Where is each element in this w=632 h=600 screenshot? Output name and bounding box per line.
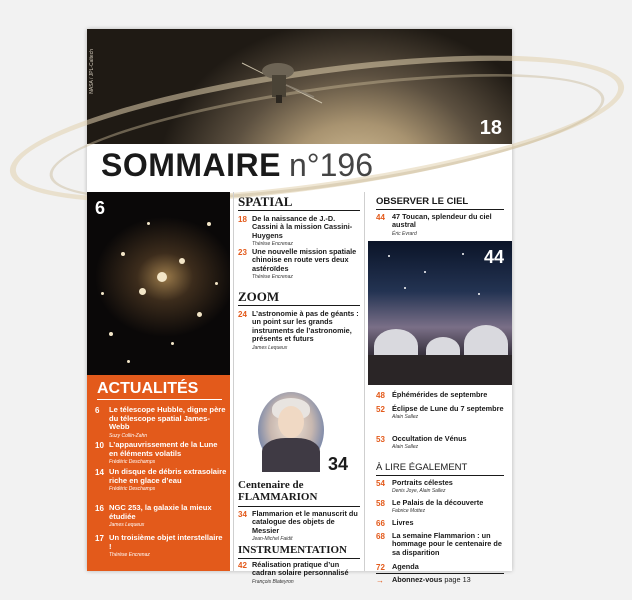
- section-divider: [376, 475, 504, 476]
- toc-entry[interactable]: [376, 391, 504, 399]
- instrumentation-heading: INSTRUMENTATION: [238, 544, 347, 556]
- toc-entry-page: 34: [238, 510, 247, 519]
- star: [207, 222, 211, 226]
- star: [424, 271, 426, 273]
- flammarion-portrait: [258, 392, 324, 468]
- toc-entry-author: Éric Evrard: [392, 230, 417, 237]
- toc-entry-page: 14: [95, 468, 104, 477]
- issue-number: n°196: [289, 147, 373, 183]
- toc-entry[interactable]: [95, 406, 227, 439]
- toc-entry-title: 47 Toucan, splendeur du ciel austral: [392, 212, 492, 230]
- toc-entry-page: 48: [376, 391, 385, 400]
- middle-column: [238, 192, 360, 585]
- toc-entry-title: Occultation de Vénus: [392, 434, 467, 443]
- toc-entry-page: 6: [95, 406, 100, 415]
- toc-entry[interactable]: [95, 441, 227, 465]
- star: [101, 292, 104, 295]
- star: [388, 255, 390, 257]
- section-divider: [238, 305, 360, 306]
- toc-entry-title: La semaine Flammarion : un hommage pour le centenaire de sa disparition: [392, 531, 502, 557]
- toc-entry-author: François Blateyron: [252, 578, 294, 585]
- flammarion-page-number: 34: [328, 454, 349, 474]
- toc-entry-page: 54: [376, 479, 385, 488]
- toc-entry-author: Frédéric Deschamps: [109, 486, 156, 492]
- toc-entry-title: L’appauvrissement de la Lune en éléments volatils: [109, 440, 218, 458]
- observer-image-page-number: 44: [483, 247, 504, 267]
- toc-entry-title: Le Palais de la découverte: [392, 498, 484, 507]
- observer-heading: OBSERVER LE CIEL: [376, 196, 469, 207]
- star: [127, 360, 130, 363]
- right-column: [368, 192, 506, 585]
- page-title: [101, 147, 373, 184]
- toc-entry-title: Réalisation pratique d’un cadran solaire personnalisé: [252, 560, 349, 578]
- toc-entry[interactable]: [95, 534, 227, 558]
- toc-entry-author: Alain Sallez: [392, 414, 419, 421]
- toc-entry[interactable]: [238, 215, 360, 247]
- column-divider: [364, 192, 365, 571]
- toc-entry[interactable]: [376, 405, 504, 420]
- toc-entry-page: 53: [376, 435, 385, 444]
- section-divider: [238, 558, 360, 559]
- toc-entry-page: 10: [95, 441, 104, 450]
- toc-entry[interactable]: [376, 499, 504, 514]
- a-lire-heading: À LIRE ÉGALEMENT: [376, 462, 468, 473]
- cassini-spacecraft-icon: [242, 57, 322, 109]
- section-divider: [376, 573, 504, 574]
- toc-entry[interactable]: [376, 435, 504, 450]
- galaxy-cluster-image: [87, 192, 230, 375]
- toc-entry-title: De la naissance de J.-D. Cassini à la mission Cassini-Huygens: [252, 214, 353, 240]
- toc-entry-author: Thérèse Encrenaz: [109, 552, 150, 558]
- toc-entry-author: Denis Joye, Alain Sallez: [392, 488, 446, 495]
- toc-entry-page: 66: [376, 519, 385, 528]
- subscribe-link[interactable]: [376, 576, 504, 584]
- toc-entry-page: 52: [376, 405, 385, 414]
- arrow-right-icon: →: [376, 576, 384, 585]
- zoom-heading: ZOOM: [238, 289, 280, 304]
- section-divider: [238, 506, 360, 507]
- toc-entry-title: Le télescope Hubble, digne père du télescope spatial James-Webb: [109, 405, 226, 431]
- actualites-heading: ACTUALITÉS: [97, 380, 199, 397]
- section-divider: [376, 209, 504, 210]
- toc-entry[interactable]: [238, 310, 360, 351]
- toc-entry-title: Éclipse de Lune du 7 septembre: [392, 404, 504, 413]
- toc-entry-title: Éphémérides de septembre: [392, 390, 488, 399]
- toc-entry[interactable]: [95, 468, 227, 492]
- toc-entry[interactable]: [376, 519, 504, 527]
- portrait-face: [278, 406, 304, 438]
- toc-entry-title: Une nouvelle mission spatiale chinoise en route vers deux astéroïdes: [252, 247, 357, 273]
- toc-entry-page: 23: [238, 248, 247, 257]
- toc-entry-author: Jean-Michel Faidit: [252, 536, 293, 543]
- actualites-image-page-number: 6: [95, 198, 106, 218]
- spatial-heading: SPATIAL: [238, 194, 293, 209]
- toc-entry-page: 24: [238, 310, 247, 319]
- toc-entry-page: 58: [376, 499, 385, 508]
- star: [215, 282, 218, 285]
- toc-entry-author: Frédéric Deschamps: [109, 459, 156, 465]
- star: [157, 272, 167, 282]
- toc-entry[interactable]: [376, 213, 504, 237]
- star: [404, 287, 406, 289]
- toc-entry[interactable]: [238, 510, 360, 542]
- star: [179, 258, 185, 264]
- toc-entry-page: 17: [95, 534, 104, 543]
- portrait-coat: [262, 438, 320, 472]
- photo-credit: NASA / JPL-Caltech: [89, 49, 95, 94]
- toc-entry-page: 42: [238, 561, 247, 570]
- star: [462, 253, 464, 255]
- toc-entry[interactable]: [376, 532, 504, 557]
- toc-entry-author: James Lequeux: [109, 522, 145, 528]
- toc-entry-author: James Lequeux: [252, 344, 288, 351]
- column-divider: [233, 192, 234, 571]
- hero-page-number: 18: [479, 117, 502, 139]
- ground: [368, 355, 512, 385]
- toc-entry[interactable]: [95, 504, 227, 528]
- star: [197, 312, 202, 317]
- toc-entry-page: 16: [95, 504, 104, 513]
- toc-entry-page: 68: [376, 532, 385, 541]
- star: [139, 288, 146, 295]
- toc-entry-title: Portraits célestes: [392, 478, 453, 487]
- magazine-page: [87, 29, 512, 585]
- toc-entry-author: Thérèse Encrenaz: [252, 274, 293, 281]
- toc-entry-title: Un disque de débris extrasolaire riche en glace d’eau: [109, 467, 227, 485]
- toc-entry-author: Suzy Collin-Zahn: [109, 432, 148, 439]
- toc-entry[interactable]: [238, 248, 360, 280]
- toc-entry-title: Agenda: [392, 562, 419, 571]
- title-main: SOMMAIRE: [101, 147, 281, 183]
- toc-entry-title: NGC 253, la galaxie la mieux étudiée: [109, 503, 212, 521]
- toc-entry[interactable]: [376, 479, 504, 494]
- flammarion-heading: Centenaire de FLAMMARION: [238, 479, 318, 503]
- toc-entry-page: 18: [238, 215, 247, 224]
- subscribe-page: page 13: [444, 575, 471, 584]
- toc-entry-title: Flammarion et le manuscrit du catalogue des objets de Messier: [252, 509, 358, 535]
- star: [171, 342, 174, 345]
- toc-entry-title: L’astronomie à pas de géants : un point sur les grands instruments de l’astronomie, présents et futurs: [252, 309, 359, 344]
- toc-entry[interactable]: [238, 561, 360, 585]
- section-divider: [238, 210, 360, 211]
- observatory-image: [368, 241, 512, 385]
- star: [478, 293, 480, 295]
- toc-entry[interactable]: [376, 563, 504, 571]
- section-divider: [97, 399, 222, 400]
- star: [109, 332, 113, 336]
- toc-entry-title: Livres: [392, 518, 414, 527]
- subscribe-label: Abonnez-vous: [392, 575, 443, 584]
- actualites-column: [87, 192, 230, 571]
- star: [147, 222, 150, 225]
- toc-entry-page: 72: [376, 563, 385, 572]
- toc-entry-author: Fabrice Mottez: [392, 508, 426, 515]
- toc-entry-title: Un troisième objet interstellaire !: [109, 533, 223, 551]
- star: [121, 252, 125, 256]
- hero-image-saturn: [87, 29, 512, 144]
- toc-entry-author: Thérèse Encrenaz: [252, 241, 293, 248]
- toc-entry-author: Alain Sallez: [392, 444, 419, 451]
- toc-entry-page: 44: [376, 213, 385, 222]
